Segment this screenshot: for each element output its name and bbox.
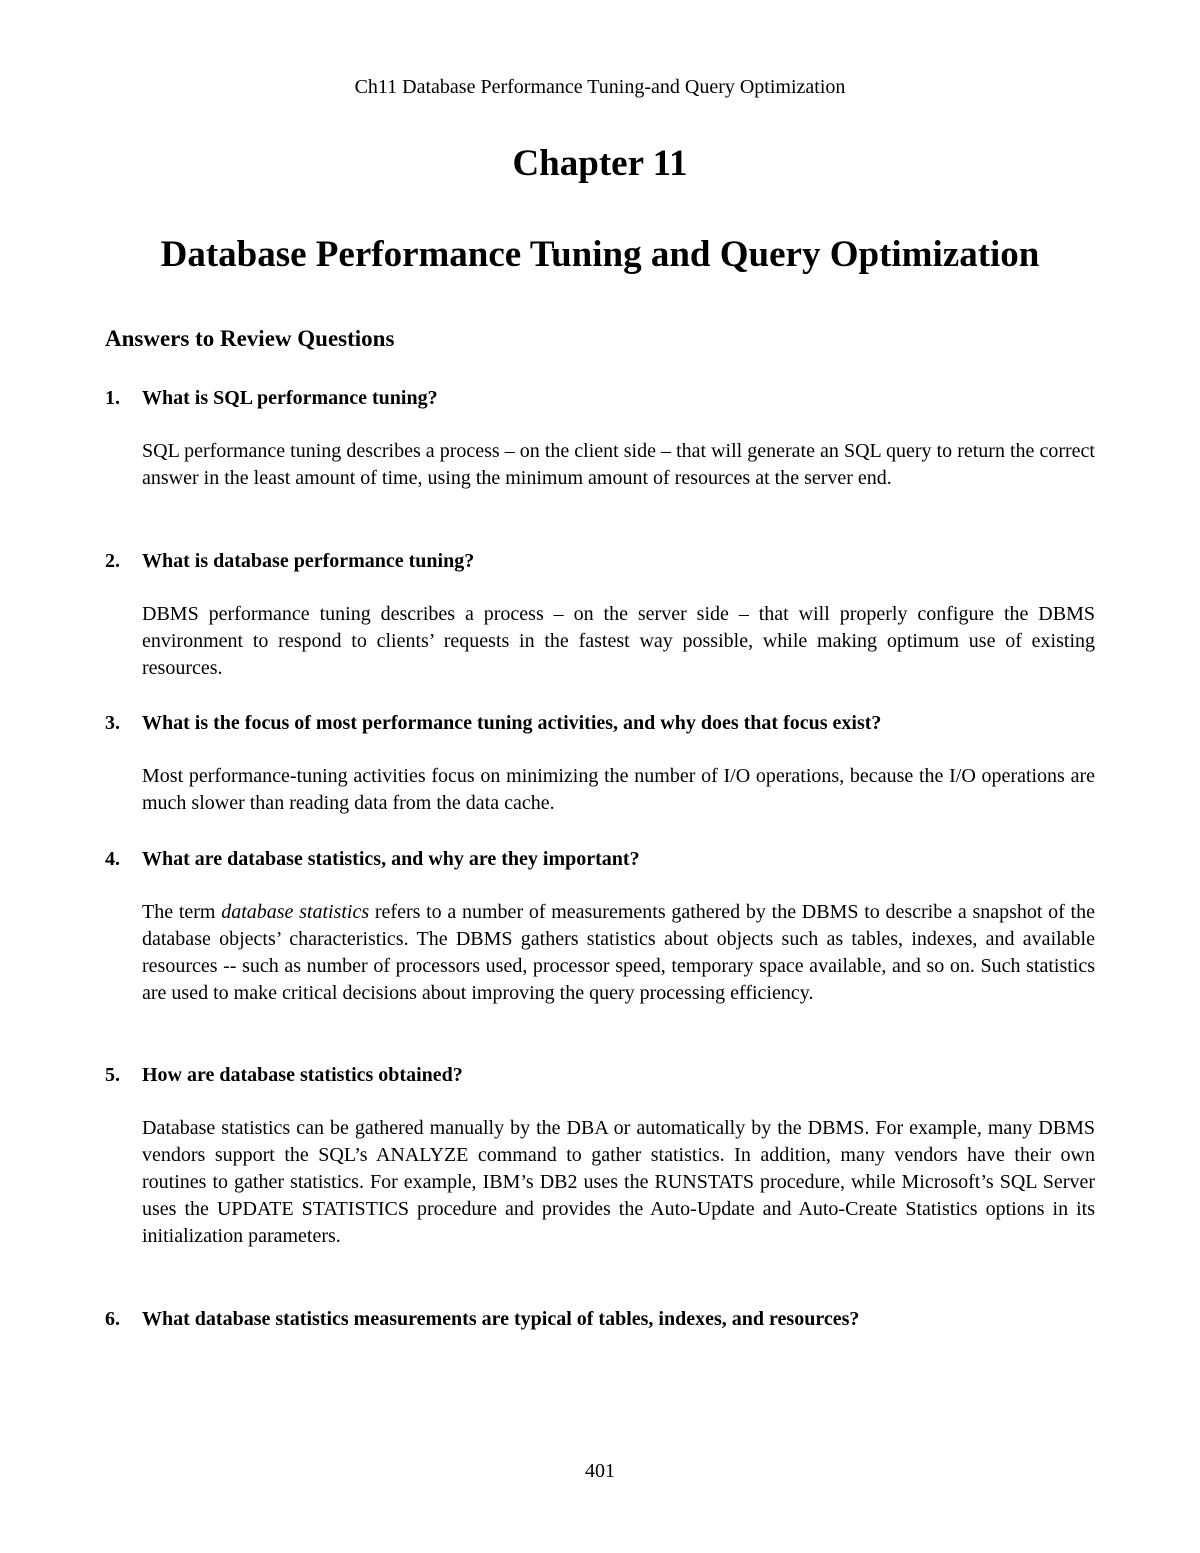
question-number: 3. <box>105 712 120 734</box>
question-block-2 <box>105 548 1095 682</box>
answer-prefix: The term <box>142 901 222 923</box>
page-number: 401 <box>585 1460 615 1482</box>
answer-2: DBMS performance tuning describes a process – on the server side – that will properly configure the DBMS environment to respond to clients’ requests in the fastest way possible, while making optimum use of existing resources. <box>142 603 1095 679</box>
question-number: 5. <box>105 1064 120 1086</box>
question-text: What is database performance tuning? <box>142 550 475 572</box>
question-number: 1. <box>105 387 120 409</box>
running-header: Ch11 Database Performance Tuning-and Query Optimization <box>354 76 846 98</box>
question-text: What are database statistics, and why are they important? <box>142 848 640 870</box>
question-1 <box>105 385 1095 412</box>
question-2 <box>105 548 1095 575</box>
chapter-title: Database Performance Tuning and Query Optimization <box>160 234 1040 275</box>
question-6 <box>105 1306 1095 1333</box>
section-heading: Answers to Review Questions <box>105 326 395 351</box>
answer-4 <box>142 899 1095 1007</box>
question-3 <box>105 710 1095 737</box>
question-block-1 <box>105 385 1095 492</box>
question-number: 4. <box>105 848 120 870</box>
question-4 <box>105 846 1095 873</box>
question-text: How are database statistics obtained? <box>142 1064 463 1086</box>
chapter-number: Chapter 11 <box>512 143 688 184</box>
question-text: What database statistics measurements are typical of tables, indexes, and resources? <box>142 1308 860 1330</box>
question-number: 6. <box>105 1308 120 1330</box>
question-block-6 <box>105 1306 1095 1333</box>
answer-emphasized-term: database statistics <box>221 901 370 923</box>
question-text: What is the focus of most performance tuning activities, and why does that focus exist? <box>142 712 882 734</box>
question-5 <box>105 1062 1095 1089</box>
answer-3: Most performance-tuning activities focus on minimizing the number of I/O operations, because the I/O operations are much slower than reading data from the data cache. <box>142 765 1095 814</box>
question-block-5 <box>105 1062 1095 1250</box>
question-number: 2. <box>105 550 120 572</box>
question-block-4 <box>105 846 1095 1007</box>
answer-suffix: refers to a number of measurements gathered by the DBMS to describe a snapshot of the database objects’ characteristics. The DBMS gathers statistics about objects such as tables, indexes, and available resources -- such as number of processors used, processor speed, temporary space available, and so on. Such statistics are used to make critical decisions about improving the query processing efficiency. <box>142 901 1095 1004</box>
question-text: What is SQL performance tuning? <box>142 387 438 409</box>
question-block-3 <box>105 710 1095 817</box>
answer-5: Database statistics can be gathered manually by the DBA or automatically by the DBMS. For example, many DBMS vendors support the SQL’s ANALYZE command to gather statistics. In addition, many vendors have their own routines to gather statistics. For example, IBM’s DB2 uses the RUNSTATS procedure, while Microsoft’s SQL Server uses the UPDATE STATISTICS procedure and provides the Auto-Update and Auto-Create Statistics options in its initialization parameters. <box>142 1117 1095 1247</box>
answer-1: SQL performance tuning describes a process – on the client side – that will generate an SQL query to return the correct answer in the least amount of time, using the minimum amount of resources at the server end. <box>142 440 1095 489</box>
